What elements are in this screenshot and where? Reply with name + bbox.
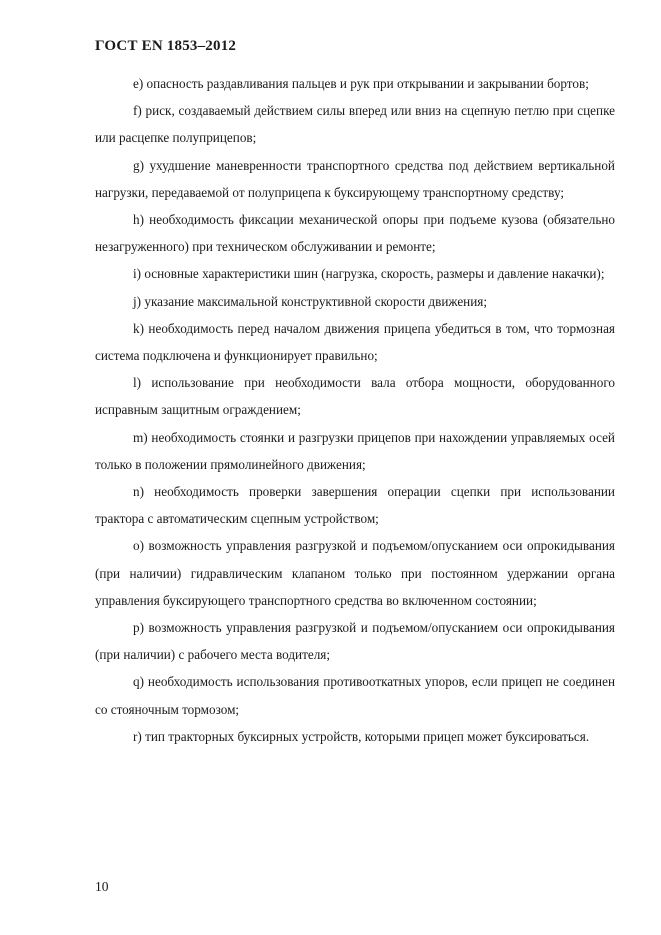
list-item-k: k) необходимость перед началом движения прицепа убедиться в том, что тормозная система подключена и функционирует правильно;: [95, 320, 615, 364]
list-item-g: g) ухудшение маневренности транспортного средства под действием вертикальной нагрузки, передаваемой от полуприцепа к буксирующему транспортному средству;: [95, 157, 615, 200]
list-item-e: e) опасность раздавливания пальцев и рук при открывании и закрывании бортов;: [133, 76, 589, 91]
list-item-j: j) указание максимальной конструктивной скорости движения;: [133, 293, 488, 309]
document-header: ГОСТ EN 1853–2012: [95, 38, 237, 54]
list-item-m: m) необходимость стоянки и разгрузки прицепов при нахождении управляемых осей только в положении прямолинейного движения;: [95, 429, 615, 472]
list-item-q: q) необходимость использования противооткатных упоров, если прицеп не соединен со стояночным тормозом;: [95, 674, 615, 717]
list-item-p: p) возможность управления разгрузкой и подъемом/опусканием оси опрокидывания (при наличии) с рабочего места водителя;: [95, 620, 615, 663]
list-item-h: h) необходимость фиксации механической опоры при подъеме кузова (обязательно незагруженного) при техническом обслуживании и ремонте;: [95, 212, 615, 255]
list-item-l: l) использование при необходимости вала отбора мощности, оборудованного исправным защитным ограждением;: [95, 375, 615, 418]
page-number: 10: [95, 879, 109, 894]
list-item-o: o) возможность управления разгрузкой и подъемом/опусканием оси опрокидывания (при наличии) гидравлическим клапаном только при постоянном удержании органа управления буксирующего транспортного средства во включенном состоянии;: [95, 538, 615, 608]
list-item-n: n) необходимость проверки завершения операции сцепки при использовании трактора с автоматическим сцепным устройством;: [95, 484, 615, 527]
list-item-f: f) риск, создаваемый действием силы вперед или вниз на сцепную петлю при сцепке или расцепке полуприцепов;: [95, 103, 615, 146]
list-item-i: i) основные характеристики шин (нагрузка, скорость, размеры и давление накачки);: [133, 266, 605, 282]
list-item-r: r) тип тракторных буксирных устройств, которыми прицеп может буксироваться.: [133, 728, 590, 744]
document-body: [95, 70, 615, 750]
